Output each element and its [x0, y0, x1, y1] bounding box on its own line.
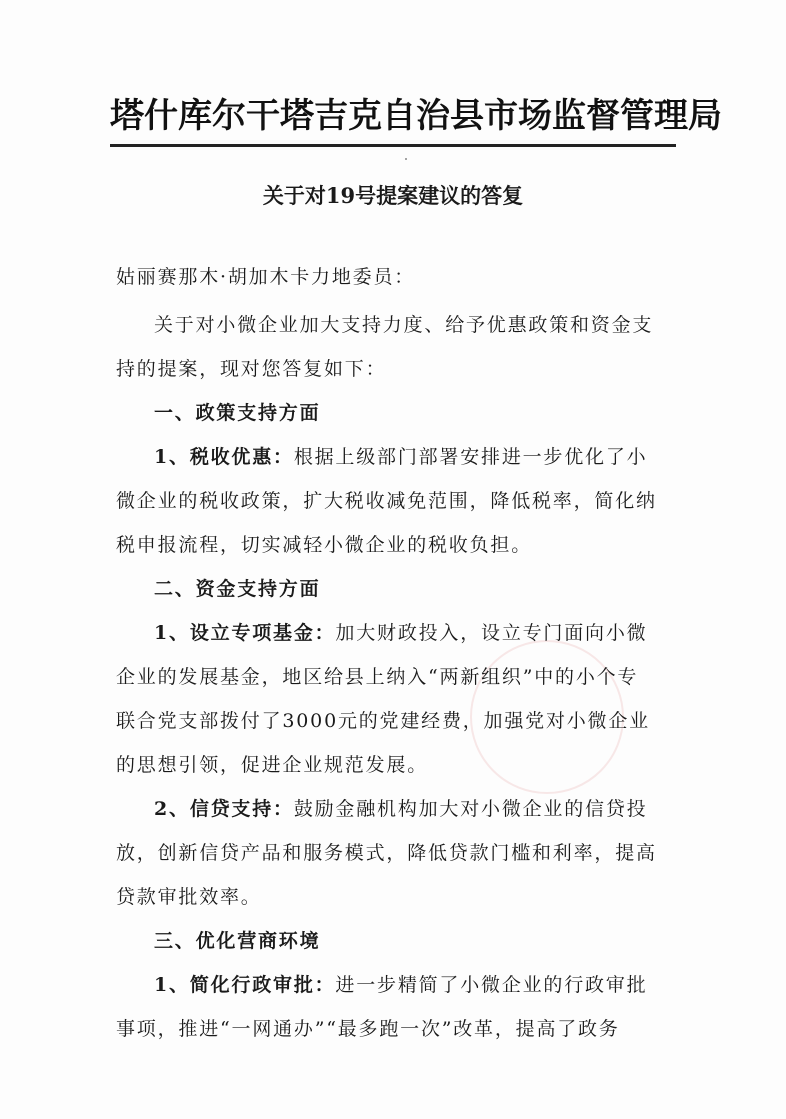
paragraph-line [154, 970, 647, 997]
paragraph-line: 的思想引领，促进企业规范发展。 [116, 754, 429, 776]
paragraph-line: 企业的发展基金，地区给县上纳入“两新组织”中的小个专 [116, 666, 639, 688]
item-label: 2、信贷支持： [154, 798, 294, 820]
paragraph-line [154, 794, 647, 821]
intro-line-1: 关于对小微企业加大支持力度、给予优惠政策和资金支 [154, 314, 654, 336]
item-text: 进一步精简了小微企业的行政审批 [335, 974, 648, 996]
paragraph-line: 事项，推进“一网通办”“最多跑一次”改革，提高了政务 [116, 1018, 620, 1040]
section-heading: 二、资金支持方面 [154, 578, 321, 600]
item-text: 鼓励金融机构加大对小微企业的信贷投 [293, 798, 648, 820]
item-label: 1、税收优惠： [154, 446, 294, 468]
salutation: 姑丽赛那木·胡加木卡力地委员： [116, 266, 416, 288]
paragraph-line [154, 618, 647, 645]
item-text: 根据上级部门部署安排进一步优化了小 [293, 446, 648, 468]
header-divider [110, 144, 676, 147]
item-label: 1、简化行政审批： [154, 974, 336, 996]
item-label: 1、设立专项基金： [154, 622, 336, 644]
item-text: 加大财政投入，设立专门面向小微 [335, 622, 648, 644]
scan-speck [405, 158, 407, 160]
paragraph-line: 税申报流程，切实减轻小微企业的税收负担。 [116, 534, 533, 556]
section-heading: 一、政策支持方面 [154, 402, 321, 424]
issuer-header: 塔什库尔干塔吉克自治县市场监督管理局 [110, 96, 722, 136]
paragraph-line: 贷款审批效率。 [116, 886, 262, 908]
document-title: 关于对19号提案建议的答复 [262, 183, 524, 208]
paragraph-line: 放，创新信贷产品和服务模式，降低贷款门槛和利率，提高 [116, 842, 657, 864]
paragraph-line: 联合党支部拨付了3000元的党建经费，加强党对小微企业 [116, 710, 650, 732]
paragraph-line: 微企业的税收政策，扩大税收减免范围，降低税率，简化纳 [116, 490, 657, 512]
paragraph-line [154, 442, 647, 469]
section-heading: 三、优化营商环境 [154, 930, 321, 952]
intro-line-2: 持的提案，现对您答复如下： [116, 358, 387, 380]
